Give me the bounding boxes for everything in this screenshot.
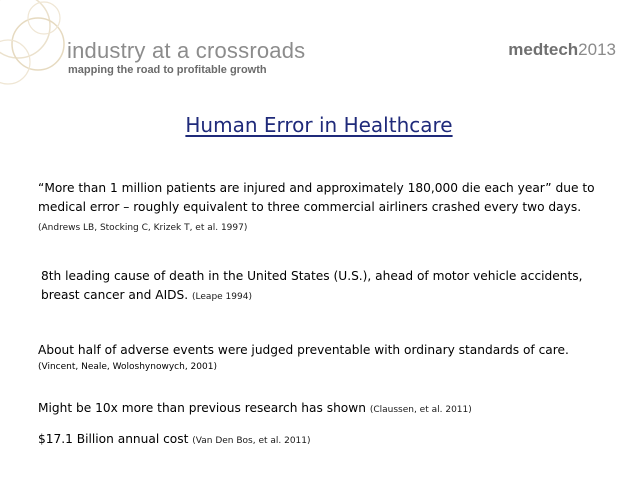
slide-title: Human Error in Healthcare bbox=[185, 113, 453, 137]
point-citation: (Van Den Bos, et al. 2011) bbox=[192, 436, 311, 446]
slide-header bbox=[0, 0, 638, 100]
point-underestimation bbox=[38, 399, 608, 420]
point-text: $17.1 Billion annual cost bbox=[38, 432, 189, 446]
event-name: medtech bbox=[508, 40, 579, 59]
point-text: 8th leading cause of death in the United States (U.S.), ahead of motor vehicle accidents, breast cancer and AIDS. bbox=[41, 269, 583, 302]
point-preventable-events bbox=[38, 341, 608, 375]
point-annual-cost bbox=[38, 430, 608, 451]
event-logo bbox=[508, 40, 616, 60]
point-citation: (Leape 1994) bbox=[192, 292, 252, 302]
brand-subtitle: mapping the road to profitable growth bbox=[68, 64, 267, 76]
event-year: 2013 bbox=[578, 40, 616, 59]
point-text: Might be 10x more than previous research has shown bbox=[38, 401, 366, 415]
brand-title: industry at a crossroads bbox=[67, 38, 306, 63]
point-text: “More than 1 million patients are injured and approximately 180,000 die each year” due to medical error – roughly equivalent to three commercial airliners crashed every two days. bbox=[38, 181, 595, 214]
point-leading-cause-of-death bbox=[41, 267, 611, 307]
point-citation: (Andrews LB, Stocking C, Krizek T, et al. 1997) bbox=[38, 223, 248, 233]
point-citation: (Claussen, et al. 2011) bbox=[369, 405, 472, 415]
point-medical-error-statistic bbox=[38, 179, 608, 238]
point-text: About half of adverse events were judged preventable with ordinary standards of care. bbox=[38, 343, 569, 357]
point-citation: (Vincent, Neale, Woloshynowych, 2001) bbox=[38, 362, 217, 372]
